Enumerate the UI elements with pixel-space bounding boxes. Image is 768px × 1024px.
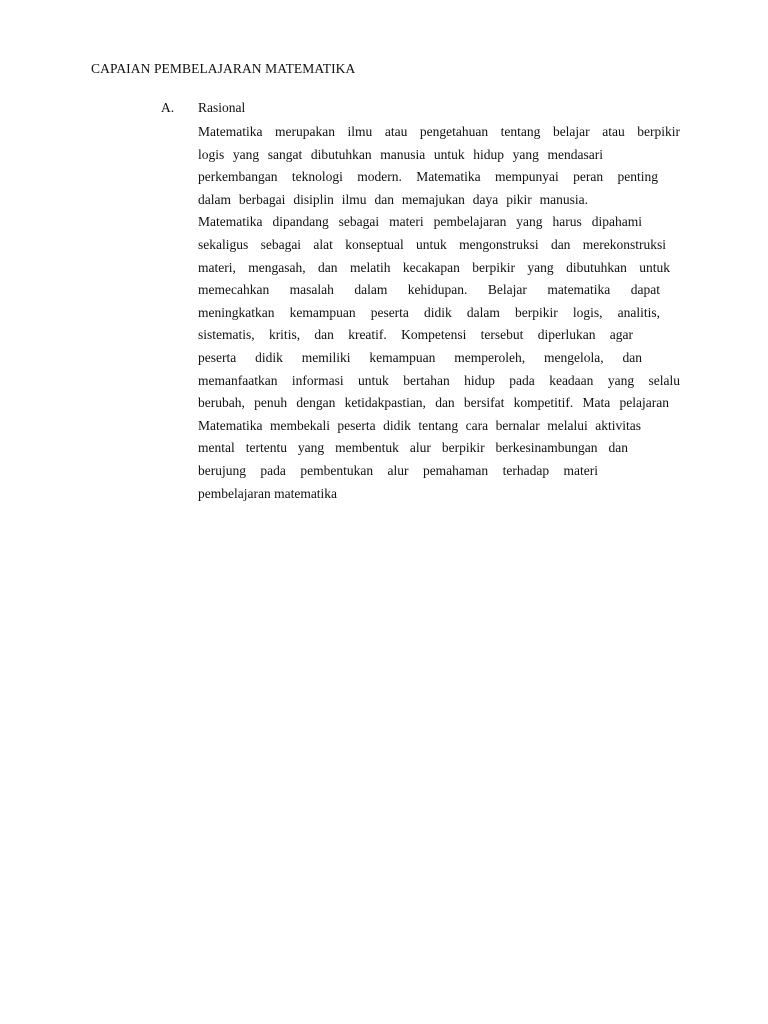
section-body [198, 123, 680, 507]
body-line: sistematis, kritis, dan kreatif. Kompetensi tersebut diperlukan agar [198, 327, 633, 343]
body-line: berubah, penuh dengan ketidakpastian, dan bersifat kompetitif. Mata pelajaran [198, 395, 669, 411]
body-line: sekaligus sebagai alat konseptual untuk mengonstruksi dan merekonstruksi [198, 236, 666, 252]
body-line: Matematika membekali peserta didik tentang cara bernalar melalui aktivitas [198, 417, 641, 433]
body-line: meningkatkan kemampuan peserta didik dalam berpikir logis, analitis, [198, 304, 660, 320]
body-line: pembelajaran matematika [198, 485, 338, 501]
section-marker: A. [161, 100, 175, 115]
body-line: memanfaatkan informasi untuk bertahan hidup pada keadaan yang selalu [198, 372, 680, 388]
body-line: memecahkan masalah dalam kehidupan. Belajar matematika dapat [198, 282, 660, 298]
body-line: perkembangan teknologi modern. Matematika mempunyai peran penting [198, 169, 658, 185]
document-title: CAPAIAN PEMBELAJARAN MATEMATIKA [91, 61, 356, 76]
body-line: dalam berbagai disiplin ilmu dan memajukan daya pikir manusia. [198, 191, 588, 207]
body-line: materi, mengasah, dan melatih kecakapan berpikir yang dibutuhkan untuk [198, 259, 670, 275]
section-heading: Rasional [198, 100, 246, 115]
body-line: Matematika merupakan ilmu atau pengetahuan tentang belajar atau berpikir [198, 124, 680, 139]
body-line: berujung pada pembentukan alur pemahaman terhadap materi [198, 462, 598, 478]
body-line: mental tertentu yang membentuk alur berpikir berkesinambungan dan [198, 440, 628, 456]
body-line: Matematika dipandang sebagai materi pembelajaran yang harus dipahami [198, 214, 642, 230]
body-line: logis yang sangat dibutuhkan manusia untuk hidup yang mendasari [198, 146, 603, 162]
body-line: peserta didik memiliki kemampuan memperoleh, mengelola, dan [198, 349, 642, 365]
